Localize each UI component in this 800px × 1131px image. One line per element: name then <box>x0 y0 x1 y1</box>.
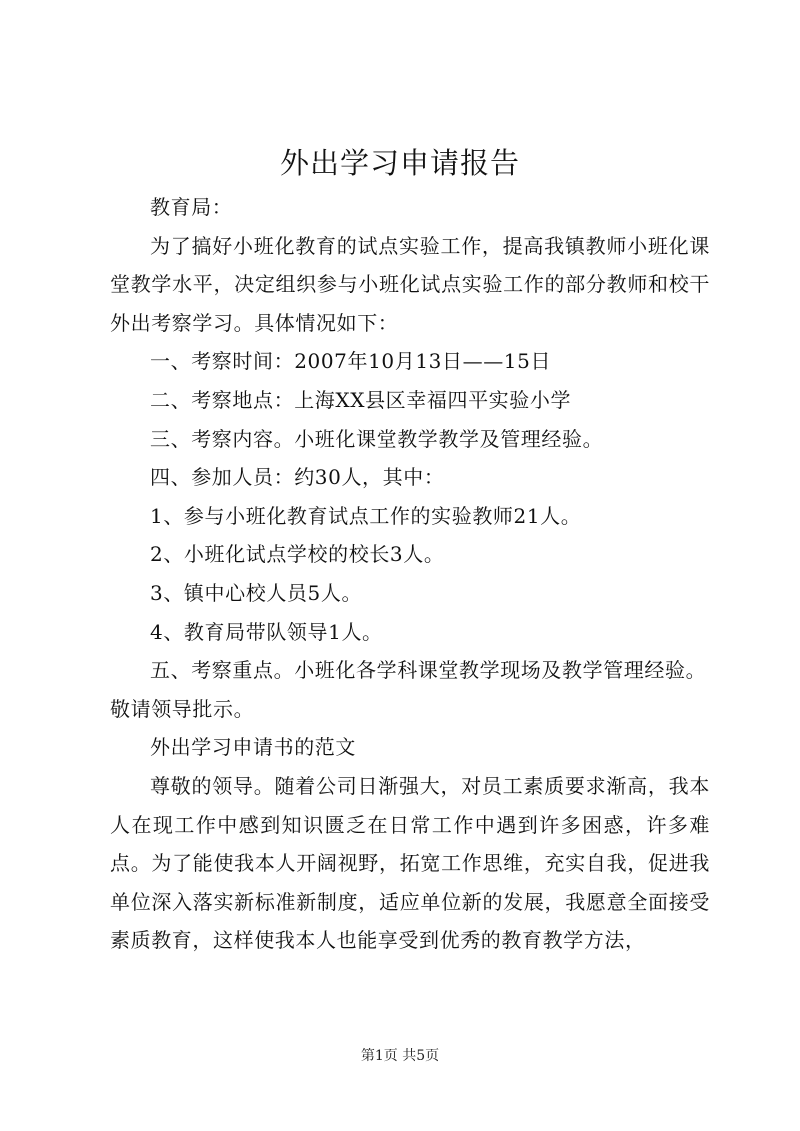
sample-paragraph: 尊敬的领导。随着公司日渐强大，对员工素质要求渐高，我本人在现工作中感到知识匮乏在日常工作中遇到许多困惑，许多难点。为了能使我本人开阔视野，拓宽工作思维，充实自我，促进我单位深入落实新标准新制度，适应单位新的发展，我愿意全面接受素质教育，这样使我本人也能享受到优秀的教育教学方法， <box>110 773 710 953</box>
participant-leader: 4、教育局带队领导1人。 <box>150 619 383 644</box>
closing-request: 敬请领导批示。 <box>110 696 255 721</box>
page-footer: 第1页 共5页 <box>360 1048 440 1064</box>
document-title: 外出学习申请报告 <box>279 146 520 180</box>
intro-paragraph: 为了搞好小班化教育的试点实验工作，提高我镇教师小班化课堂教学水平，决定组织参与小班化试点实验工作的部分教师和校干外出考察学习。具体情况如下： <box>110 233 710 335</box>
section-heading: 外出学习申请书的范文 <box>150 735 356 760</box>
item-content: 三、考察内容。小班化课堂教学教学及管理经验。 <box>150 426 604 451</box>
participant-staff: 3、镇中心校人员5人。 <box>150 580 363 605</box>
item-location: 二、考察地点：上海XX县区幸福四平实验小学 <box>150 387 572 412</box>
document-body <box>110 188 710 960</box>
item-time: 一、考察时间：2007年10月13日——15日 <box>150 349 552 374</box>
item-focus: 五、考察重点。小班化各学科课堂教学现场及教学管理经验。 <box>150 658 707 683</box>
item-participants: 四、参加人员：约30人，其中： <box>150 465 445 490</box>
participant-principals: 2、小班化试点学校的校长3人。 <box>150 542 445 567</box>
salutation: 教育局： <box>150 195 233 219</box>
participant-teachers: 1、参与小班化教育试点工作的实验教师21人。 <box>150 503 582 528</box>
